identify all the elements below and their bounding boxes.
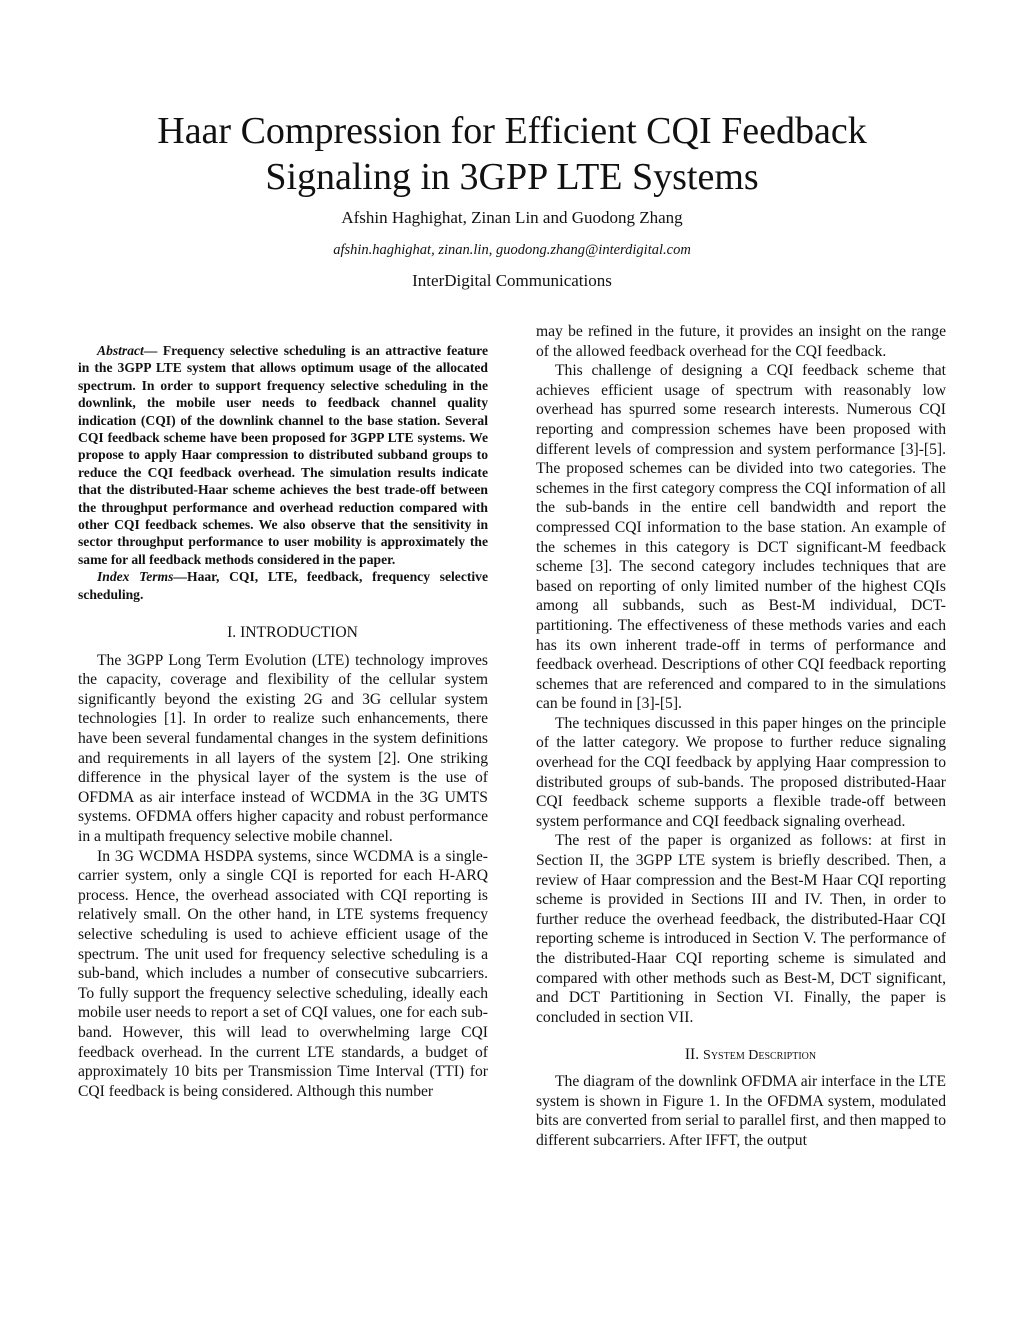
intro-paragraph-5: The rest of the paper is organized as follows: at first in Section II, the 3GPP LTE system is briefly described. Then, a review of Haar compression and the Best-M Haar CQI reporting scheme is provided in Sections III and IV. Then, in order to further reduce the overhead feedback, the distributed-Haar CQI reporting scheme is introduced in Section V. The performance of the distributed-Haar CQI reporting scheme is simulated and compared with other methods such as Best-M, DCT significant, and DCT Partitioning in Section VI. Finally, the paper is concluded in section VII. — [536, 832, 946, 1026]
system-description-paragraph-1: The diagram of the downlink OFDMA air interface in the LTE system is shown in Figure 1. In the OFDMA system, modulated bits are converted from serial to parallel first, and then mapped to different subcarriers. After IFFT, the output — [536, 1072, 946, 1149]
index-terms-label: Index Terms — [97, 569, 174, 585]
title-line-1: Haar Compression for Efficient CQI Feedback — [157, 110, 867, 152]
section-1-heading: I. INTRODUCTION — [227, 624, 358, 642]
intro-paragraph-3: This challenge of designing a CQI feedback scheme that achieves efficient usage of spectrum with reasonably low overhead has spurred some research interests. Numerous CQI reporting and compression schemes have been proposed with different levels of compression and system performance [3]-[5]. The proposed schemes can be divided into two categories. The schemes in the first category compress the CQI information of all the sub-bands in the entire cell bandwidth and report the compressed CQI information to the base station. An example of the schemes in this category is DCT significant-M feedback scheme [3]. The second category includes techniques that are based on reporting of only limited number of the highest CQIs among all subbands, such as Best-M individual, DCT-partitioning. The effectiveness of these methods varies and each has its own inherent trade-off in terms of performance and feedback overhead. Descriptions of other CQI feedback reporting schemes that are referenced and compared to in the simulations can be found in [3]-[5]. — [536, 362, 946, 713]
intro-paragraph-4: The techniques discussed in this paper hinges on the principle of the latter category. We propose to further reduce signaling overhead for the CQI feedback by applying Haar compression to distributed groups of sub-bands. The proposed distributed-Haar CQI feedback scheme supports a flexible trade-off between system performance and CQI feedback signaling overhead. — [536, 714, 946, 830]
author-list: Afshin Haghighat, Zinan Lin and Guodong Zhang — [341, 208, 683, 227]
left-column — [78, 322, 488, 1101]
index-terms-text: —Haar, CQI, LTE, feedback, frequency selective scheduling. — [78, 569, 488, 602]
intro-paragraph-2: In 3G WCDMA HSDPA systems, since WCDMA is a single-carrier system, only a single CQI is reported for each H-ARQ process. Hence, the overhead associated with CQI reporting is relatively small. On the other hand, in LTE systems frequency selective scheduling is used to achieve efficient usage of the spectrum. The unit used for frequency selective scheduling is a sub-band, which includes a number of consecutive subcarriers. To fully support the frequency selective scheduling, ideally each mobile user needs to report a set of CQI values, one for each sub-band. However, this will lead to overwhelming large CQI feedback overhead. In the current LTE standards, a budget of approximately 10 bits per Transmission Time Interval (TTI) for CQI feedback is being considered. Although this number — [78, 847, 488, 1100]
section-2-heading — [536, 1045, 946, 1066]
affiliation: InterDigital Communications — [412, 271, 612, 290]
intro-paragraph-2-continued: may be refined in the future, it provides an insight on the range of the allowed feedback overhead for the CQI feedback. — [536, 323, 946, 360]
abstract — [78, 342, 488, 568]
index-terms — [78, 568, 488, 603]
title-line-2: Signaling in 3GPP LTE Systems — [265, 156, 759, 198]
abstract-text: Frequency selective scheduling is an attractive feature in the 3GPP LTE system that allows optimum usage of the allocated spectrum. In order to support frequency selective scheduling in the downlink, the mobile user needs to feedback channel quality indication (CQI) of the downlink channel to the base station. Several CQI feedback scheme have been proposed for 3GPP LTE systems. We propose to apply Haar compression to distributed subband groups to reduce the CQI feedback overhead. The simulation results indicate that the distributed-Haar scheme achieves the best trade-off between the throughput performance and overhead reduction compared with other CQI feedback schemes. We also observe that the sensitivity in sector throughput performance to user mobility is approximately the same for all feedback methods considered in the paper. — [78, 343, 488, 567]
section-2-number: II. — [684, 1046, 704, 1064]
intro-paragraph-1: The 3GPP Long Term Evolution (LTE) technology improves the capacity, coverage and flexibility of the cellular system significantly beyond the existing 2G and 3G cellular system technologies [1]. In order to realize such enhancements, there have been several fundamental changes in the system definitions and requirements in all layers of the system [2]. One striking difference in the physical layer of the system is the use of OFDMA as air interface instead of WCDMA in the 3G UMTS systems. OFDMA offers higher capacity and robust performance in a multipath frequency selective mobile channel. — [78, 651, 488, 846]
abstract-label: Abstract— — [97, 343, 158, 358]
author-emails: afshin.haghighat, zinan.lin, guodong.zhang@interdigital.com — [333, 242, 691, 258]
section-2-title: System Description — [703, 1048, 817, 1064]
right-column — [536, 322, 946, 1150]
paper-title — [0, 108, 1024, 200]
